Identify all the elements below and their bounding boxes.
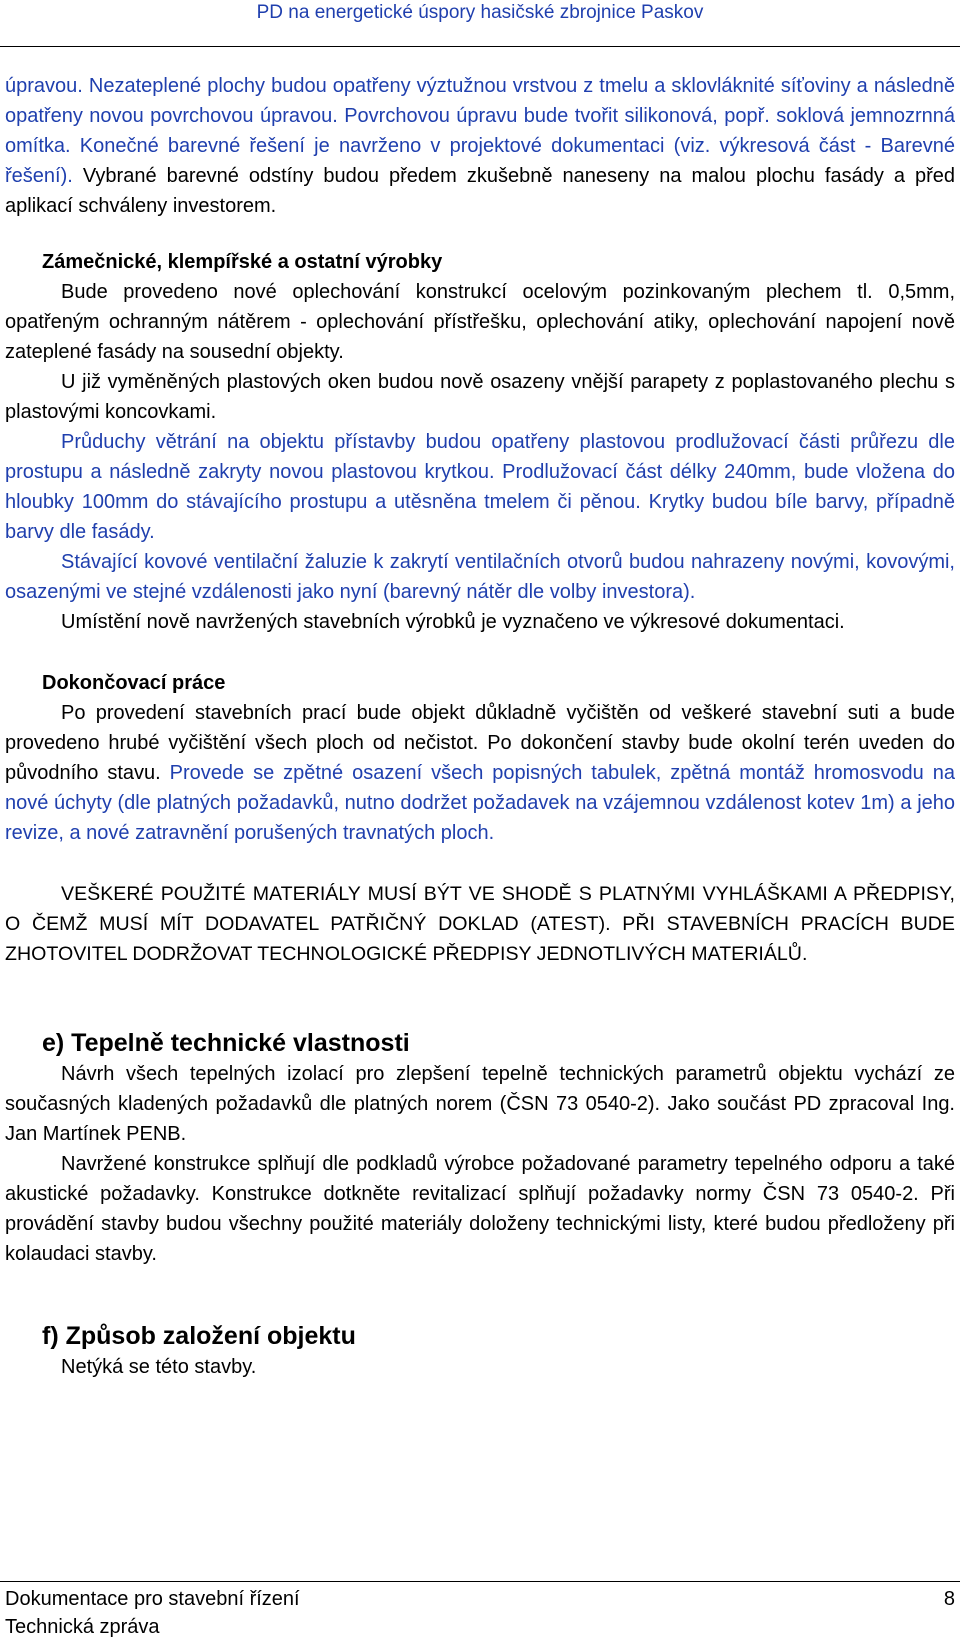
heading-section-f: f) Způsob založení objektu [42, 1322, 356, 1350]
intro-paragraph [5, 71, 955, 221]
materials-warning: VEŠKERÉ POUŽITÉ MATERIÁLY MUSÍ BÝT VE SHODĚ S PLATNÝMI VYHLÁŠKAMI A PŘEDPISY, O ČEMŽ MUSÍ MÍT DODAVATEL PATŘIČNÝ DOKLAD (ATEST). PŘI STAVEBNÍCH PRACÍCH BUDE ZHOTOVITEL DODRŽOVAT TECHNOLOGICKÉ PŘEDPISY JEDNOTLIVÝCH MATERIÁLŮ. [5, 883, 955, 965]
paragraph-zaluzie: Stávající kovové ventilační žaluzie k zakrytí ventilačních otvorů budou nahrazeny novými, kovovými, osazenými ve stejné vzdálenosti jako nyní (barevný nátěr dle volby investora). [5, 551, 955, 603]
page-footer [5, 1585, 955, 1641]
heading-section-e: e) Tepelně technické vlastnosti [42, 1029, 410, 1057]
footer-report-name: Technická zpráva [5, 1616, 160, 1638]
intro-text: Vybrané barevné odstíny budou předem zkušebně naneseny na malou plochu fasády a před aplikací schváleny investorem. [5, 165, 955, 217]
paragraph-pruduchy: Průduchy větrání na objektu přístavby budou opatřeny plastovou prodlužovací části průřezu dle prostupu a následně zakryty novou plastovou krytkou. Prodlužovací část délky 240mm, bude vložena do hloubky 100mm do stávajícího prostupu a utěsněna tmelem či pěnou. Krytky budou bíle barvy, případně barvy dle fasády. [5, 431, 955, 543]
header-divider [0, 46, 960, 47]
paragraph-tepelne-izolace: Návrh všech tepelných izolací pro zlepšení tepelně technických parametrů objektu vychází ze současných kladených požadavků dle platných norem (ČSN 73 0540-2). Jako součást PD zpracoval Ing. Jan Martínek PENB. [5, 1063, 955, 1145]
spacer [5, 1269, 955, 1320]
spacer [5, 221, 955, 247]
page-header: PD na energetické úspory hasičské zbrojnice Paskov [256, 2, 704, 23]
intro-text-highlighted: úpravou. Nezateplené plochy budou opatřeny výztužnou vrstvou z tmelu a sklovláknité síťoviny a následně opatřeny novou povrchovou úpravou. Povrchovou úpravu bude tvořit silikonová, popř. soklová jemnozrnná omítka. Konečné barevné řešení je navrženo v projektové dokumentaci (viz. výkresová část - Barevné řešení). [5, 75, 955, 187]
spacer [5, 637, 955, 668]
heading-zamecnicke: Zámečnické, klempířské a ostatní výrobky [42, 251, 443, 273]
paragraph-umisteni: Umístění nově navržených stavebních výrobků je vyznačeno ve výkresové dokumentaci. [61, 611, 845, 633]
paragraph-oplechovani: Bude provedeno nové oplechování konstrukcí ocelovým pozinkovaným plechem tl. 0,5mm, opatřeným ochranným nátěrem - oplechování přístřešku, oplechování atiky, oplechování napojení nově zateplené fasády na sousední objekty. [5, 281, 955, 363]
heading-dokoncovaci: Dokončovací práce [42, 672, 226, 694]
dokoncovaci-text-highlighted: Provede se zpětné osazení všech popisných tabulek, zpětná montáž hromosvodu na nové úchyty (dle platných požadavků, nutno dodržet požadavek na vzájemnou vzdálenost kotev 1m) a jeho revize, a nové zatravnění porušených travnatých ploch. [5, 762, 955, 844]
spacer [5, 848, 955, 879]
paragraph-parapety: U již vyměněných plastových oken budou nově osazeny vnější parapety z poplastovaného plechu s plastovými koncovkami. [5, 371, 955, 423]
spacer [5, 969, 955, 1027]
dokoncovaci-text: Po provedení stavebních prací bude objekt důkladně vyčištěn od veškeré stavební suti a bude provedeno hrubé vyčištění všech ploch od nečistot. Po dokončení stavby bude okolní terén uveden do původního stavu. [5, 702, 955, 784]
footer-row [5, 1585, 955, 1613]
page-number: 8 [943, 1588, 955, 1610]
footer-divider [0, 1581, 960, 1582]
paragraph-konstrukce: Navržené konstrukce splňují dle podkladů výrobce požadované parametry tepelného odporu a také akustické požadavky. Konstrukce dotkněte revitalizací splňují požadavky normy ČSN 73 0540-2. Při provádění stavby budou všechny použité materiály doloženy technickými listy, které budou předloženy při kolaudaci stavby. [5, 1153, 955, 1265]
document-body [5, 71, 955, 1382]
paragraph-zalozeni: Netýká se této stavby. [61, 1356, 257, 1378]
footer-document-type: Dokumentace pro stavební řízení [5, 1588, 300, 1610]
paragraph-dokoncovaci [5, 698, 955, 848]
